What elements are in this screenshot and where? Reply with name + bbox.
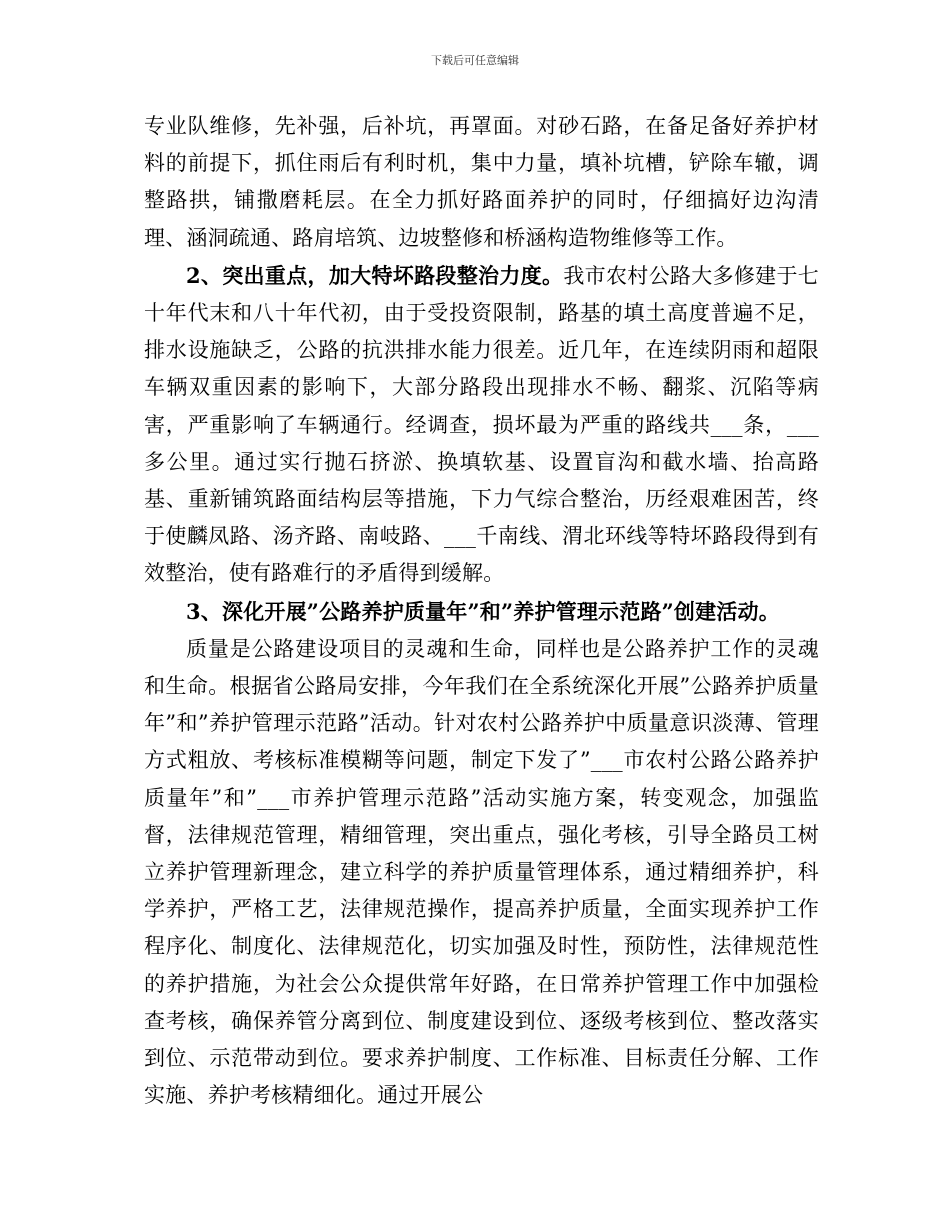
document-body — [144, 108, 819, 1114]
paragraph-2-text: 我市农村公路大多修建于七十年代末和八十年代初，由于受投资限制，路基的填土高度普遍不足，排水设施缺乏，公路的抗洪排水能力很差。近几年，在连续阴雨和超限车辆双重因素的影响下，大部分路段出现排水不畅、翻浆、沉陷等病害，严重影响了车辆通行。经调查，损坏最为严重的路线共___条，___多公里。通过实行抛石挤淤、换填软基、设置盲沟和截水墙、抬高路基、重新铺筑路面结构层等措施，下力气综合整治，历经艰难困苦，终于使麟凤路、汤齐路、南岐路、___千南线、渭北环线等特坏路段得到有效整治，使有路难行的矛盾得到缓解。 — [144, 263, 819, 586]
page-header: 下载后可任意编辑 — [431, 54, 519, 67]
paragraph-4-text: 质量是公路建设项目的灵魂和生命，同样也是公路养护工作的灵魂和生命。根据省公路局安排，今年我们在全系统深化开展”公路养护质量年”和”养护管理示范路”活动。针对农村公路养护中质量意识淡薄、管理方式粗放、考核标准模糊等问题，制定下发了”___市农村公路公路养护质量年”和”___市养护管理示范路”活动实施方案，转变观念，加强监督，法律规范管理，精细管理，突出重点，强化考核，引导全路员工树立养护管理新理念，建立科学的养护质量管理体系，通过精细养护，科学养护，严格工艺，法律规范操作，提高养护质量，全面实现养护工作程序化、制度化、法律规范化，切实加强及时性，预防性，法律规范性的养护措施，为社会公众提供常年好路，在日常养护管理工作中加强检查考核，确保养管分离到位、制度建设到位、逐级考核到位、整改落实到位、示范带动到位。要求养护制度、工作标准、目标责任分解、工作实施、养护考核精细化。通过开展公 — [144, 636, 819, 1108]
paragraph-3 — [144, 593, 819, 631]
paragraph-1-text: 专业队维修，先补强，后补坑，再罩面。对砂石路，在备足备好养护材料的前提下，抓住雨后有利时机，集中力量，填补坑槽，铲除车辙，调整路拱，铺撒磨耗层。在全力抓好路面养护的同时，仔细搞好边沟清理、涵洞疏通、路肩培筑、边坡整修和桥涵构造物维修等工作。 — [144, 114, 819, 250]
paragraph-4 — [144, 631, 819, 1115]
paragraph-2-heading: 2、突出重点，加大特坏路段整治力度。 — [186, 262, 564, 288]
paragraph-2 — [144, 257, 819, 593]
paragraph-1 — [144, 108, 819, 257]
paragraph-3-heading: 3、深化开展”公路养护质量年”和”养护管理示范路”创建活动。 — [186, 598, 780, 624]
